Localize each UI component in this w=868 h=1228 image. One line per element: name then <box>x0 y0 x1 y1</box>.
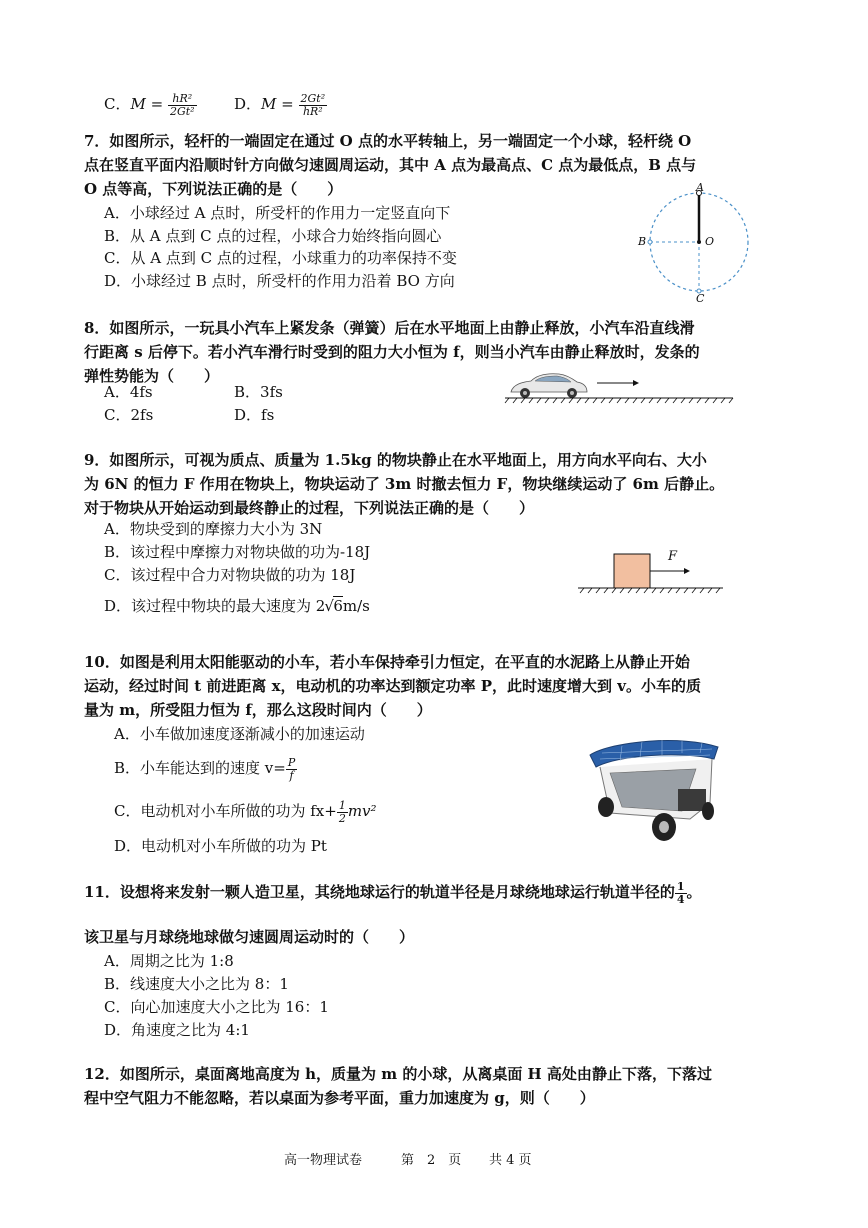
label-c: C <box>696 292 705 305</box>
q10-option-d: D．电动机对小车所做的功为 Pt <box>114 837 327 855</box>
q7-option-d: D．小球经过 B 点时，所受杆的作用力沿着 BO 方向 <box>104 272 455 290</box>
q11-option-d: D．角速度之比为 4:1 <box>104 1021 250 1039</box>
q11-stem-line2: 该卫星与月球绕地球做匀速圆周运动时的（ ） <box>84 928 415 946</box>
q11-option-c: C．向心加速度大小之比为 16：1 <box>104 998 329 1016</box>
car-front <box>678 789 706 811</box>
q11-stem-line1: 11．设想将来发射一颗人造卫星，其绕地球运行的轨道半径是月球绕地球运行轨道半径的 $\frac{1}{4}$ 。 <box>84 879 702 906</box>
q9-stem-line1: 9．如图所示，可视为质点、质量为 1.5kg 的物块静止在水平地面上，用方向水平向右、大小 <box>84 451 707 469</box>
pivot-o <box>697 240 701 244</box>
q7-stem-line2: 点在竖直平面内沿顺时针方向做匀速圆周运动，其中 A 点为最高点、C 点为最低点，B 点与 <box>84 156 697 174</box>
q6-option-d: D．M = $\frac{\text{2Gt²}}{\text{hR²}}$ <box>234 91 326 118</box>
q9-option-d: D．该过程中物块的最大速度为 2 √ 6m/s <box>104 597 370 615</box>
q12-stem-line2: 程中空气阻力不能忽略，若以桌面为参考平面，重力加速度为 g，则（ ） <box>84 1089 595 1107</box>
q7-circle-diagram <box>640 180 760 305</box>
q8-option-b: B．3fs <box>234 383 283 401</box>
motion-arrow-head <box>633 380 639 386</box>
point-b <box>648 240 652 244</box>
q7-stem-line1: 7．如图所示，轻杆的一端固定在通过 O 点的水平转轴上，另一端固定一个小球，轻杆绕 O <box>84 132 692 150</box>
q7-stem-line3: O 点等高，下列说法正确的是（ ） <box>84 180 343 198</box>
q10-option-b: B．小车能达到的速度 v= $\frac{P}{f}$ <box>114 755 296 782</box>
q10-stem-line1: 10．如图是利用太阳能驱动的小车，若小车保持牵引力恒定，在平直的水泥路上从静止开始 <box>84 653 690 671</box>
q9-stem-line2: 为 6N 的恒力 F 作用在物块上，物块运动了 3m 时撤去恒力 F，物块继续运动了 6m 后静止。 <box>84 475 725 493</box>
q9-option-a: A．物块受到的摩擦力大小为 3N <box>104 520 323 538</box>
q8-option-c: C．2fs <box>104 406 154 424</box>
wheel-rear <box>598 797 614 817</box>
sqrt-radicand: √ 6 <box>324 597 343 615</box>
q8-option-a: A．4fs <box>104 383 153 401</box>
q6-option-c: C．M = $\frac{\text{hR²}}{\text{2Gt²}}$ <box>104 91 195 118</box>
q7-option-b: B．从 A 点到 C 点的过程，小球合力始终指向圆心 <box>104 227 442 245</box>
toy-car-icon <box>511 374 587 398</box>
footer-title: 高一物理试卷 <box>284 1153 363 1168</box>
footer-page: 第 2 页 <box>401 1153 462 1168</box>
q8-stem-line3: 弹性势能为（ ） <box>84 367 220 385</box>
q8-car-diagram <box>505 368 735 408</box>
q10-option-c: C．电动机对小车所做的功为 fx+ $\frac{1}{2}$ mv² <box>114 798 377 825</box>
q10-stem-line2: 运动，经过时间 t 前进距离 x，电动机的功率达到额定功率 P，此时速度增大到 v。小车的质 <box>84 677 701 695</box>
q10-stem-line3: 量为 m，所受阻力恒为 f，那么这段时间内（ ） <box>84 701 432 719</box>
footer-total: 共 4 页 <box>489 1153 532 1168</box>
q12-stem-line1: 12．如图所示，桌面离地高度为 h，质量为 m 的小球，从离桌面 H 高处由静止下落，下落过 <box>84 1065 712 1083</box>
q7-option-a: A．小球经过 A 点时，所受杆的作用力一定竖直向下 <box>104 204 451 222</box>
q7-option-c: C．从 A 点到 C 点的过程，小球重力的功率保持不变 <box>104 249 457 267</box>
label-o: O <box>705 235 715 248</box>
label-b: B <box>638 235 647 248</box>
q11-option-b: B．线速度大小之比为 8：1 <box>104 975 289 993</box>
q8-stem-line2: 行距离 s 后停下。若小汽车滑行时受到的阻力大小恒为 f，则当小汽车由静止释放时，发条的 <box>84 343 700 361</box>
solar-car-image <box>582 733 732 845</box>
q11-option-a: A．周期之比为 1:8 <box>104 952 234 970</box>
label-a: A <box>696 181 704 194</box>
force-arrow-head <box>684 568 690 574</box>
q8-stem-line1: 8．如图所示，一玩具小汽车上紧发条（弹簧）后在水平地面上由静止释放，小汽车沿直线滑 <box>84 319 695 337</box>
q9-option-b: B．该过程中摩擦力对物块做的功为-18J <box>104 543 371 561</box>
q9-stem-line3: 对于物块从开始运动到最终静止的过程，下列说法正确的是（ ） <box>84 499 535 517</box>
q8-option-d: D．fs <box>234 406 275 424</box>
ground-hatch <box>580 588 720 593</box>
q9-block-diagram <box>578 548 728 598</box>
label-f: F <box>668 549 678 564</box>
q9-option-c: C．该过程中合力对物块做的功为 18J <box>104 566 356 584</box>
block <box>614 554 650 588</box>
ground-hatch <box>505 398 733 403</box>
wheel-front-right <box>702 802 714 820</box>
q10-option-a: A．小车做加速度逐渐减小的加速运动 <box>114 725 365 743</box>
